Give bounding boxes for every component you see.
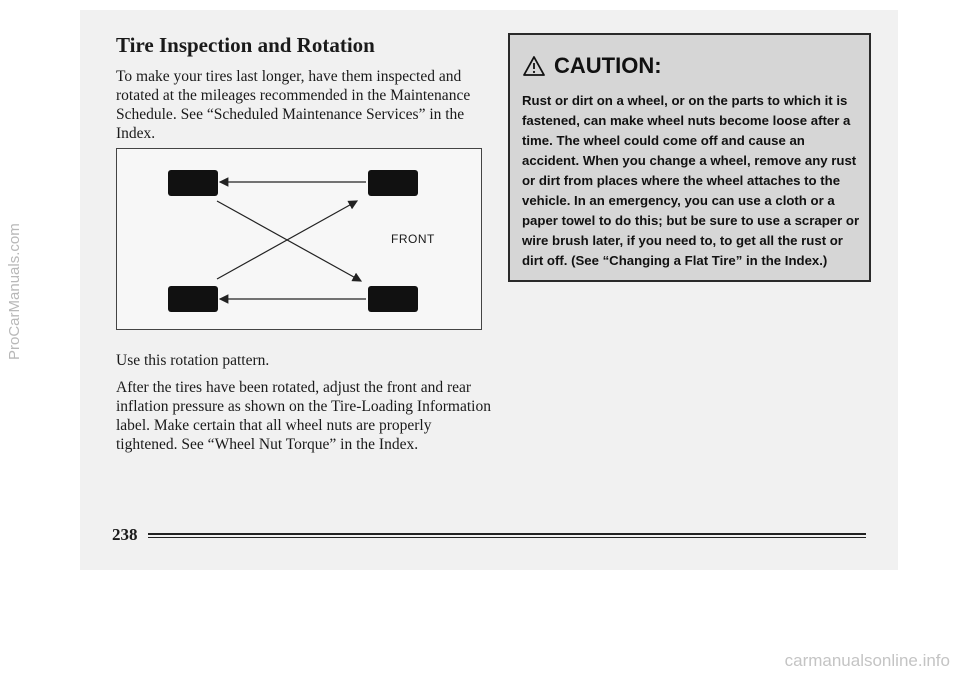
caution-box [508, 33, 871, 282]
tire-icon [168, 286, 218, 312]
side-watermark: ProCarManuals.com [6, 223, 23, 360]
front-label: FRONT [391, 232, 435, 246]
footer-rule [148, 533, 866, 535]
page-number: 238 [112, 525, 138, 544]
arrow-icon [217, 201, 361, 281]
tire-icon [368, 286, 418, 312]
warning-triangle-icon [522, 55, 546, 77]
intro-paragraph: To make your tires last longer, have them inspected and rotated at the mileages recommended in the Maintenance Schedule. See “Scheduled Maintenance Services” in the Index. [116, 68, 471, 142]
footer-rule-thin [148, 537, 866, 538]
bottom-watermark: carmanualsonline.info [784, 651, 950, 670]
caution-heading [522, 53, 662, 79]
tire-icon [168, 170, 218, 196]
tire-icon [368, 170, 418, 196]
caution-text: Rust or dirt on a wheel, or on the parts to which it is fastened, can make wheel nuts become loose after a time. The wheel could come off and cause an accident. When you change a wheel, remove any rust or dirt from places where the wheel attaches to the vehicle. In an emergency, you can use a cloth or a paper towel to do this; but be sure to use a scraper or wire brush later, if you need to, to get all the rust or dirt off. (See “Changing a Flat Tire” in the Index.) [522, 93, 860, 268]
caution-title: CAUTION: [554, 53, 662, 78]
followup-paragraph: After the tires have been rotated, adjust the front and rear inflation pressure as shown on the Tire-Loading Information label. Make certain that all wheel nuts are properly tightened. See “Wheel Nut Torque” in the Index. [116, 379, 491, 453]
section-title: Tire Inspection and Rotation [116, 33, 375, 57]
diagram-caption: Use this rotation pattern. [116, 352, 270, 369]
tire-rotation-diagram [116, 148, 482, 330]
